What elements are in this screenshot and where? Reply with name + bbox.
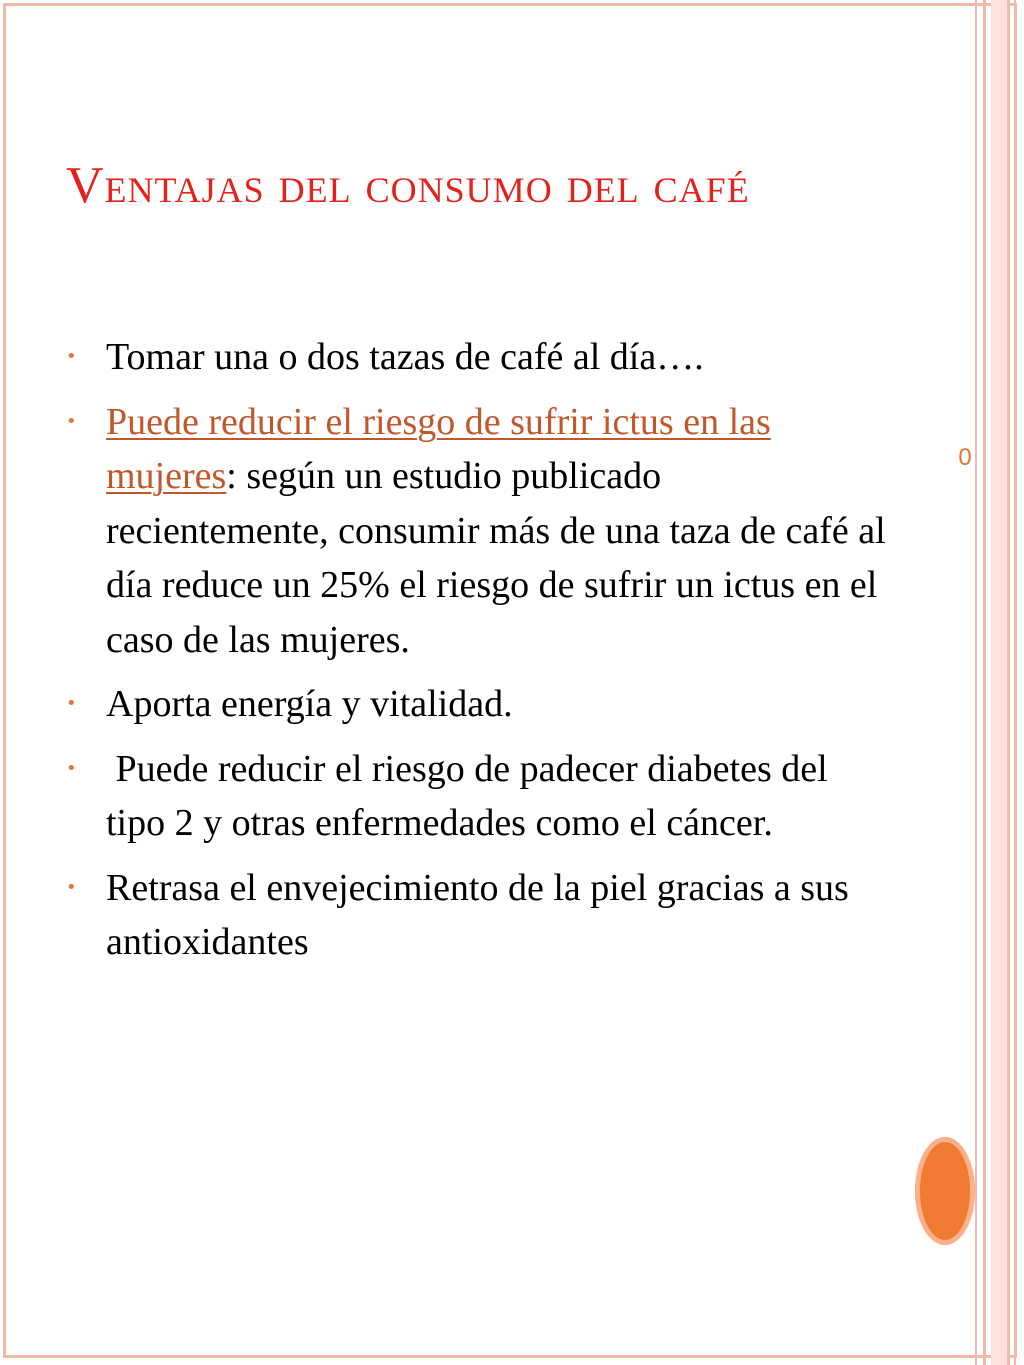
decorative-stripe [991,0,1007,1365]
bullet-item [66,742,886,851]
slide-title: Ventajas del consumo del café [66,157,750,214]
stroke-risk-link[interactable]: Puede reducir el riesgo de sufrir ictus en las mujeres [106,400,771,497]
bullet-item [66,330,886,385]
decorative-stripe [1014,0,1016,1365]
bullet-text: Tomar una o dos tazas de café al día…. [106,336,704,378]
bullet-icon: • [66,693,77,714]
bullet-icon: • [66,757,77,779]
bullet-icon: • [66,876,77,898]
bullet-list [66,330,886,980]
slide-number: 0 [958,444,972,471]
bullet-text: Retrasa el envejecimiento de la piel gracias a sus antioxidantes [106,866,849,963]
bullet-item [66,395,886,668]
bullet-item [66,861,886,970]
bullet-text: : según un estudio publicado recientemente, consumir más de una taza de café al día reduce un 25% el riesgo de sufrir un ictus en el caso de las mujeres. [106,455,886,661]
decorative-oval [915,1137,975,1245]
bullet-text: Aporta energía y vitalidad. [106,683,513,725]
bullet-icon: • [66,346,77,367]
decorative-stripe [1007,0,1010,1365]
decorative-stripe [983,0,986,1365]
decorative-stripe [975,0,977,1365]
bullet-text: Puede reducir el riesgo de padecer diabetes del tipo 2 y otras enfermedades como el cáncer. [106,747,838,844]
bullet-icon: • [66,410,77,432]
bullet-item [66,677,886,732]
